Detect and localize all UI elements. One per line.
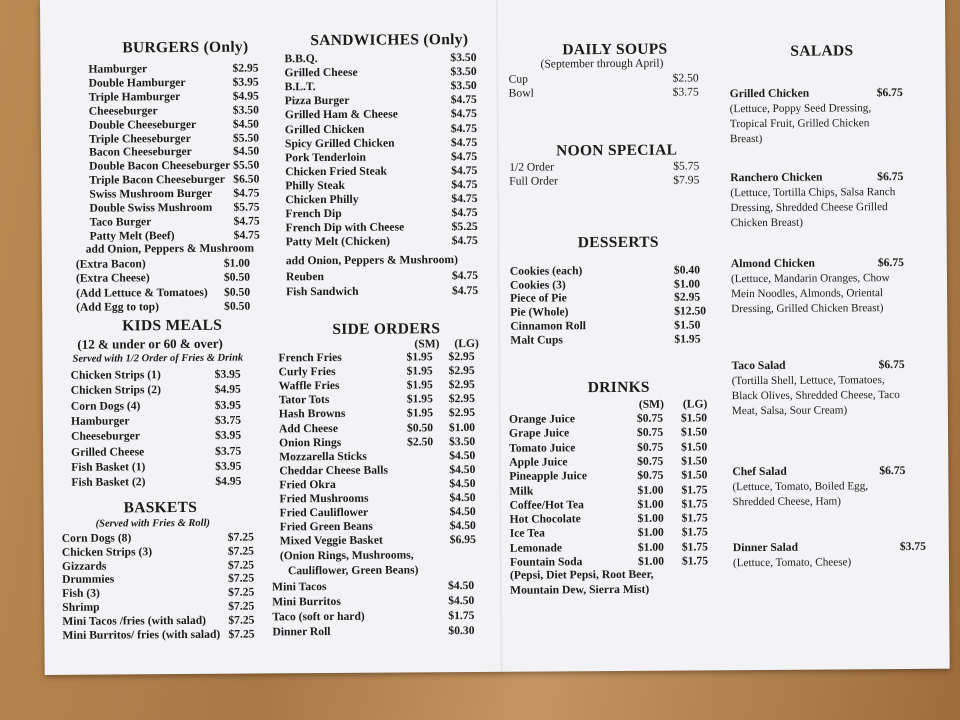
item-price: $4.95 — [215, 474, 242, 488]
veggie-note-2: Cauliflower, Green Beans) — [287, 563, 419, 578]
item-name: Cookies (3) — [509, 278, 566, 292]
item-price: $4.75 — [451, 149, 478, 163]
item-name: Hamburger — [70, 414, 130, 428]
item-price-lg: $4.50 — [449, 490, 476, 505]
salad-price: $6.75 — [877, 169, 904, 184]
item-name: (Extra Bacon) — [75, 257, 146, 271]
item-name: Mini Tacos /fries (with salad) — [62, 613, 207, 628]
item-price-lg: $1.75 — [681, 482, 708, 497]
menu-sheet — [40, 0, 950, 675]
item-price: $2.50 — [672, 71, 699, 85]
veggie-note-1: (Onion Rings, Mushrooms, — [279, 548, 414, 563]
salad-name: Almond Chicken — [730, 256, 815, 271]
drinks-lg-label: (LG) — [682, 397, 708, 411]
item-name: Cookies (each) — [509, 264, 583, 278]
item-price-sm: $1.95 — [406, 392, 433, 406]
item-name: Taco (soft or hard) — [272, 609, 365, 624]
kids-subtitle: (12 & under or 60 & over) — [77, 335, 223, 352]
item-name: (Add Lettuce & Tomatoes) — [75, 285, 208, 300]
item-price-sm: $1.00 — [637, 540, 664, 554]
item-name: Triple Hamburger — [88, 89, 181, 104]
item-price-sm: $1.95 — [406, 406, 434, 420]
item-name: French Dip with Cheese — [285, 220, 405, 235]
item-name: Triple Bacon Cheeseburger — [89, 172, 225, 187]
item-name: Fish Sandwich — [285, 284, 359, 299]
item-name: Tator Tots — [278, 393, 330, 407]
item-price: $4.75 — [451, 268, 479, 283]
item-name: Double Bacon Cheeseburger — [89, 158, 231, 173]
item-name: Full Order — [509, 173, 558, 188]
item-price: $2.95 — [674, 290, 701, 304]
item-price: $3.50 — [450, 79, 477, 93]
item-price: $7.25 — [228, 627, 255, 641]
item-price: $6.50 — [233, 172, 260, 186]
salad-description: (Tortilla Shell, Lettuce, Tomatoes, Black Olives, Shredded Cheese, Taco Meat, Salsa, Sour Cream) — [731, 374, 900, 418]
item-price-lg: $1.50 — [680, 425, 708, 439]
burgers-add-note: add Onion, Peppers & Mushroom — [85, 241, 255, 256]
item-price: $1.95 — [674, 331, 701, 346]
item-price: $0.30 — [448, 623, 475, 638]
drinks-title: DRINKS — [587, 378, 650, 397]
item-name: Mozzarella Sticks — [279, 449, 367, 464]
item-price: $4.50 — [233, 144, 260, 159]
item-name: Mixed Veggie Basket — [279, 533, 383, 548]
item-name: Dinner Roll — [272, 624, 331, 639]
item-name: Lemonade — [509, 541, 563, 555]
item-price: $0.50 — [224, 299, 251, 313]
item-price: $3.95 — [214, 398, 241, 412]
item-name: Cheddar Cheese Balls — [279, 463, 388, 478]
item-price-lg: $1.75 — [681, 511, 708, 525]
item-price-lg: $6.95 — [449, 533, 476, 547]
item-price-sm: $1.95 — [406, 364, 433, 378]
item-name: B.B.Q. — [284, 52, 318, 66]
item-price: $5.50 — [233, 158, 260, 172]
item-name: Apple Juice — [509, 455, 568, 469]
item-price: $7.25 — [227, 558, 255, 572]
item-name: Corn Dogs (4) — [70, 398, 141, 413]
item-name: Mini Burritos/ fries (with salad) — [62, 627, 221, 642]
item-price: $4.75 — [450, 135, 478, 149]
item-price-lg: $1.00 — [448, 420, 476, 434]
kids-title: KIDS MEALS — [122, 316, 223, 335]
item-price: $0.50 — [223, 270, 251, 285]
item-price: $12.50 — [674, 304, 707, 318]
item-name: Waffle Fries — [278, 379, 340, 393]
item-name: Patty Melt (Chicken) — [285, 234, 391, 249]
item-name: Hash Browns — [278, 407, 346, 421]
item-price-lg: $2.95 — [448, 406, 476, 420]
item-price: $3.50 — [450, 65, 477, 79]
item-name: Hamburger — [88, 62, 148, 76]
item-price: $4.95 — [214, 382, 241, 397]
item-price-lg: $2.95 — [448, 349, 475, 364]
item-price-sm: $1.00 — [637, 497, 664, 511]
salad-price: $3.75 — [899, 539, 926, 554]
item-name: Reuben — [285, 270, 324, 284]
item-name: Pork Tenderloin — [285, 150, 367, 164]
item-name: Curly Fries — [278, 365, 336, 379]
item-name: Taco Burger — [89, 215, 152, 229]
item-name: Patty Melt (Beef) — [89, 228, 175, 243]
item-price: $7.25 — [228, 585, 255, 599]
item-price: $3.75 — [215, 444, 242, 458]
sides-title: SIDE ORDERS — [332, 320, 441, 338]
item-price-lg: $1.75 — [681, 497, 708, 511]
item-name: Hot Chocolate — [509, 512, 581, 526]
soda-note-1: (Pepsi, Diet Pepsi, Root Beer, — [509, 567, 654, 582]
item-name: Chicken Fried Steak — [285, 164, 388, 179]
item-name: Grilled Cheese — [71, 444, 145, 459]
item-name: Drummies — [62, 572, 115, 587]
salad-name: Dinner Salad — [732, 540, 799, 555]
item-price-sm: $0.75 — [637, 440, 664, 454]
item-price-lg: $1.75 — [681, 554, 709, 568]
salad-description: (Lettuce, Tomato, Cheese) — [732, 556, 852, 570]
item-name: (Extra Cheese) — [75, 271, 150, 286]
item-price: $2.95 — [232, 61, 259, 75]
item-name: Onion Rings — [279, 435, 342, 449]
item-name: Cinnamon Roll — [510, 318, 587, 333]
item-name: Swiss Mushroom Burger — [89, 186, 213, 201]
salad-name: Chef Salad — [732, 464, 787, 479]
item-price: $4.75 — [451, 163, 478, 177]
item-price: $5.75 — [673, 159, 700, 173]
item-price-lg: $1.50 — [681, 454, 708, 468]
item-price: $7.25 — [227, 530, 254, 544]
item-name: Chicken Strips (3) — [61, 545, 153, 559]
item-price: $4.75 — [450, 93, 477, 107]
item-name: Pineapple Juice — [509, 469, 588, 483]
salad-description: (Lettuce, Tomato, Boiled Egg, Shredded Cheese, Ham) — [732, 480, 869, 509]
item-price-lg: $3.50 — [449, 434, 476, 448]
item-name: Pie (Whole) — [510, 305, 569, 319]
item-price: $3.50 — [450, 50, 477, 65]
item-name: Gizzards — [61, 559, 107, 573]
item-price: $1.00 — [223, 256, 250, 270]
item-price-sm: $1.00 — [637, 483, 664, 497]
item-price-lg: $2.95 — [448, 378, 475, 392]
item-price: $4.95 — [232, 89, 259, 103]
item-price-sm: $1.95 — [406, 350, 433, 364]
item-name: Pizza Burger — [284, 94, 350, 108]
item-name: Corn Dogs (8) — [61, 531, 132, 545]
item-name: Piece of Pie — [510, 291, 567, 306]
item-name: Cheeseburger — [88, 103, 158, 118]
item-price-sm: $0.75 — [637, 454, 664, 468]
item-name: B.L.T. — [284, 80, 316, 94]
item-price-sm: $2.50 — [407, 434, 434, 449]
item-name: Double Hamburger — [88, 75, 186, 90]
item-price-lg: $2.95 — [448, 392, 475, 406]
item-name: Triple Cheeseburger — [88, 131, 191, 146]
item-name: Spicy Grilled Chicken — [284, 136, 395, 150]
center-fold — [496, 0, 503, 672]
item-name: Double Swiss Mushroom — [89, 200, 213, 215]
salad-name: Grilled Chicken — [729, 86, 810, 101]
baskets-title: BASKETS — [123, 498, 198, 517]
item-price: $4.75 — [233, 228, 260, 242]
item-price: $4.50 — [232, 117, 260, 131]
item-price: $4.75 — [233, 186, 260, 200]
item-price: $3.50 — [232, 103, 259, 117]
item-price: $4.75 — [450, 121, 478, 135]
item-price: $4.75 — [450, 107, 477, 121]
item-price-lg: $1.50 — [681, 468, 708, 482]
item-name: Fountain Soda — [509, 555, 583, 569]
item-price: $3.75 — [672, 84, 699, 99]
item-price: $1.50 — [674, 318, 701, 332]
item-name: Grape Juice — [508, 426, 570, 441]
item-name: Tomato Juice — [509, 440, 576, 455]
item-name: Bowl — [508, 86, 534, 100]
item-name: Fried Green Beans — [279, 519, 373, 534]
salad-description: (Lettuce, Poppy Seed Dressing, Tropical Fruit, Grilled Chicken Breast) — [729, 102, 872, 146]
item-name: Chicken Philly — [285, 192, 359, 207]
desserts-title: DESSERTS — [577, 233, 659, 252]
burgers-title: BURGERS (Only) — [122, 38, 249, 57]
item-name: Fish (3) — [62, 586, 100, 601]
item-price: $0.40 — [673, 263, 701, 277]
item-name: Fish Basket (2) — [71, 475, 146, 489]
item-name: French Dip — [285, 206, 342, 221]
item-name: Cup — [508, 72, 528, 86]
item-price: $4.75 — [233, 214, 260, 228]
item-name: Shrimp — [62, 600, 100, 614]
item-name: (Add Egg to top) — [76, 300, 159, 314]
item-name: Malt Cups — [510, 332, 563, 347]
item-price-lg: $4.50 — [449, 505, 476, 519]
item-price-sm: $0.50 — [406, 420, 434, 434]
soups-title: DAILY SOUPS — [562, 40, 668, 59]
item-name: Mini Burritos — [272, 594, 341, 609]
item-price: $0.50 — [223, 285, 251, 299]
item-name: Grilled Cheese — [284, 65, 358, 80]
item-name: French Fries — [278, 350, 342, 365]
item-name: Milk — [509, 484, 534, 498]
item-price-lg: $1.75 — [681, 540, 708, 554]
item-name: 1/2 Order — [509, 160, 554, 174]
item-name: Grilled Ham & Cheese — [284, 107, 398, 122]
item-price-sm: $1.00 — [637, 526, 664, 540]
salad-description: (Lettuce, Mandarin Oranges, Chow Mein Noodles, Almonds, Oriental Dressing, Grilled Chicken Breast) — [730, 272, 890, 316]
drinks-sm-label: (SM) — [638, 397, 665, 411]
baskets-note: (Served with Fries & Roll) — [95, 517, 211, 530]
salad-price: $6.75 — [876, 85, 903, 100]
item-price: $3.95 — [232, 75, 259, 89]
item-price: $5.50 — [232, 130, 260, 145]
item-price: $3.95 — [214, 428, 242, 442]
salad-price: $6.75 — [877, 255, 904, 270]
salad-name: Ranchero Chicken — [730, 170, 823, 185]
sandwiches-add-note: add Onion, Peppers & Mushroom) — [285, 253, 458, 268]
item-price: $5.25 — [451, 220, 478, 234]
sides-lg-label: (LG) — [454, 336, 479, 351]
item-price-sm: $1.00 — [637, 554, 665, 568]
item-price: $7.25 — [227, 544, 254, 558]
item-price-lg: $4.50 — [449, 476, 476, 491]
item-price: $4.75 — [451, 191, 478, 206]
item-name: Fried Okra — [279, 477, 336, 492]
item-price-lg: $4.50 — [449, 519, 476, 533]
salad-name: Taco Salad — [731, 358, 786, 373]
item-name: Fried Mushrooms — [279, 491, 369, 506]
item-price: $7.25 — [227, 571, 255, 586]
item-price-sm: $0.75 — [636, 411, 664, 425]
salads-title: SALADS — [790, 42, 854, 60]
salad-price: $6.75 — [879, 463, 906, 478]
item-price: $3.95 — [214, 367, 241, 381]
item-name: Chicken Strips (2) — [70, 383, 161, 398]
item-name: Double Cheeseburger — [88, 117, 197, 132]
item-price-sm: $1.00 — [637, 511, 664, 525]
item-name: Ice Tea — [509, 526, 545, 541]
item-name: Philly Steak — [285, 178, 345, 193]
item-name: Orange Juice — [508, 412, 575, 426]
item-price: $4.75 — [451, 177, 478, 192]
salad-price: $6.75 — [878, 357, 905, 372]
item-price: $1.00 — [673, 277, 701, 291]
item-price: $4.75 — [451, 234, 478, 248]
sides-sm-label: (SM) — [414, 337, 440, 351]
item-price: $4.50 — [448, 593, 475, 608]
kids-note: Served with 1/2 Order of Fries & Drink — [72, 352, 244, 365]
item-price: $4.50 — [448, 578, 475, 593]
item-price-lg: $1.75 — [681, 525, 708, 539]
item-price-sm: $1.95 — [406, 378, 433, 392]
item-name: Coffee/Hot Tea — [509, 498, 584, 512]
item-price: $5.75 — [233, 200, 260, 214]
sandwiches-title: SANDWICHES (Only) — [310, 31, 469, 50]
item-price: $4.75 — [451, 206, 478, 220]
item-price: $7.25 — [228, 599, 255, 613]
item-name: Cheeseburger — [71, 429, 140, 443]
item-price-lg: $1.50 — [680, 411, 708, 425]
item-price: $4.75 — [451, 283, 479, 298]
item-name: Bacon Cheeseburger — [89, 145, 192, 160]
salad-description: (Lettuce, Tortilla Chips, Salsa Ranch Dressing, Shredded Cheese Grilled Chicken Breast) — [730, 186, 896, 230]
item-price-lg: $1.50 — [681, 439, 708, 454]
item-name: Grilled Chicken — [284, 122, 365, 136]
item-price: $3.95 — [215, 459, 242, 473]
item-name: Fish Basket (1) — [71, 460, 146, 474]
item-name: Chicken Strips (1) — [70, 368, 161, 382]
item-name: Add Cheese — [278, 421, 338, 435]
soda-note-2: Mountain Dew, Sierra Mist) — [510, 582, 650, 597]
item-price-sm: $0.75 — [637, 468, 664, 483]
noon-title: NOON SPECIAL — [556, 141, 678, 160]
item-price: $7.95 — [673, 172, 700, 187]
item-price: $3.75 — [214, 413, 242, 427]
item-price-sm: $0.75 — [636, 425, 664, 440]
item-name: Mini Tacos — [272, 580, 327, 594]
item-name: Fried Cauliflower — [279, 505, 369, 520]
item-price: $7.25 — [228, 613, 255, 627]
item-price-lg: $4.50 — [449, 462, 476, 476]
item-price-lg: $4.50 — [449, 448, 476, 462]
item-price-lg: $2.95 — [448, 364, 475, 378]
item-price: $1.75 — [448, 608, 475, 623]
